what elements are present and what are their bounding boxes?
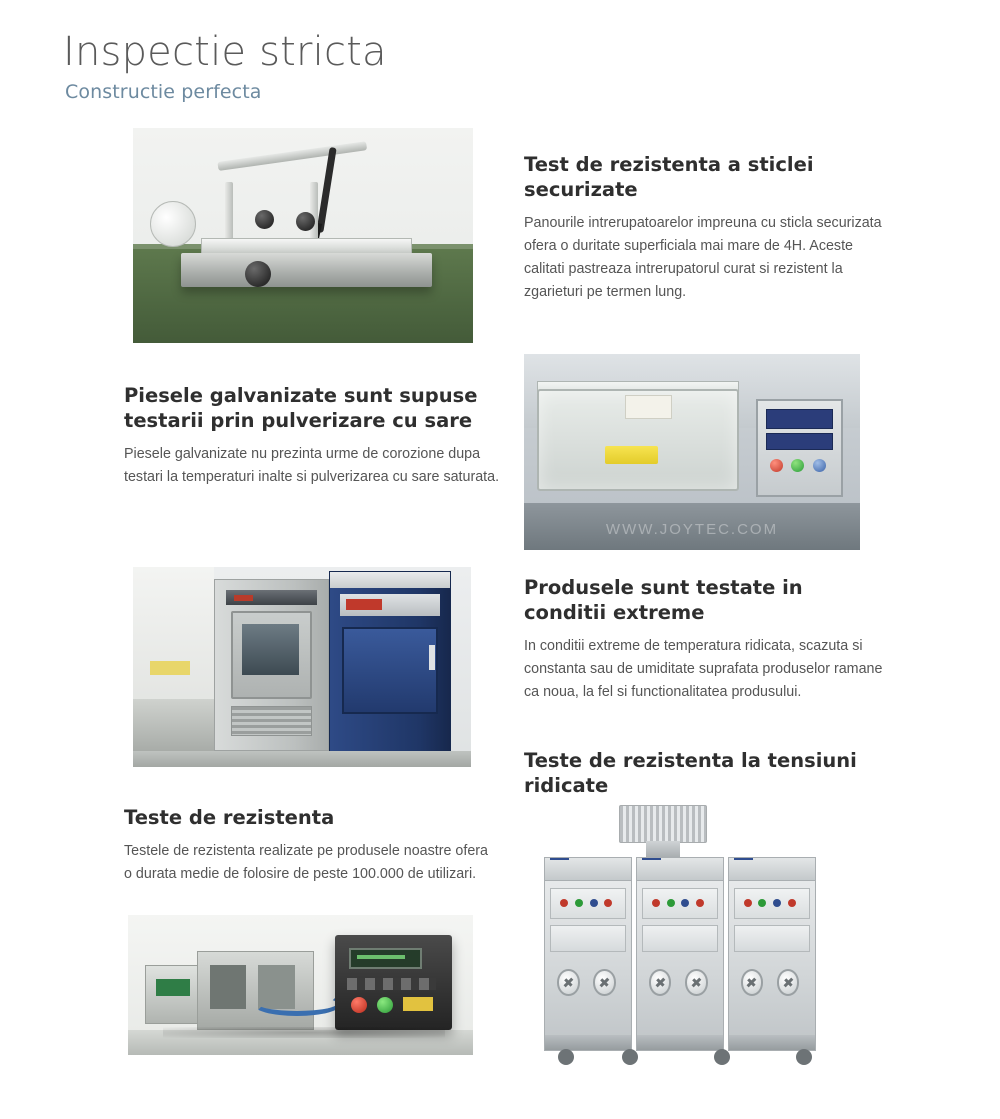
section-extreme-conditions [524, 575, 884, 704]
section-title: Produsele sunt testate in conditii extreme [524, 576, 803, 624]
section-glass-test [524, 152, 896, 304]
section-text: Panourile intrerupatoarelor impreuna cu sticla securizata ofera o duritate superficiala mai mare de 4H. Aceste calitati pastreaza intrerupatorul curat si rezistent la zgarieturi pe termen lung. [524, 215, 882, 300]
section-title: Teste de rezistenta [124, 806, 335, 829]
section-title: Piesele galvanizate sunt supuse testarii prin pulverizare cu sare [124, 384, 478, 432]
section-high-voltage [524, 748, 864, 808]
endurance-test-rig-photo [128, 915, 473, 1055]
page-title: Inspectie stricta [63, 29, 387, 75]
high-voltage-test-racks-photo [510, 800, 850, 1070]
section-endurance [124, 805, 496, 886]
page-header [63, 28, 663, 104]
pencil-hardness-tester-photo [133, 128, 473, 343]
section-title: Test de rezistenta a sticlei securizate [524, 153, 814, 201]
climate-chamber-photo [133, 567, 471, 767]
page-subtitle: Constructie perfecta [65, 81, 262, 103]
watermark-text: WWW.JOYTEC.COM [605, 521, 779, 539]
section-title: Teste de rezistenta la tensiuni ridicate [524, 749, 857, 797]
section-text: In conditii extreme de temperatura ridicata, scazuta si constanta sau de umiditate suprafata produselor ramane ca noua, la fel si functionalitatea produsului. [524, 638, 883, 700]
section-salt-spray [124, 383, 504, 489]
section-text: Testele de rezistenta realizate pe produsele noastre ofera o durata medie de folosire de peste 100.000 de utilizari. [124, 843, 488, 882]
salt-spray-chamber-photo [524, 354, 860, 550]
section-text: Piesele galvanizate nu prezinta urme de corozione dupa testari la temperaturi inalte si pulverizarea cu sare saturata. [124, 446, 500, 485]
